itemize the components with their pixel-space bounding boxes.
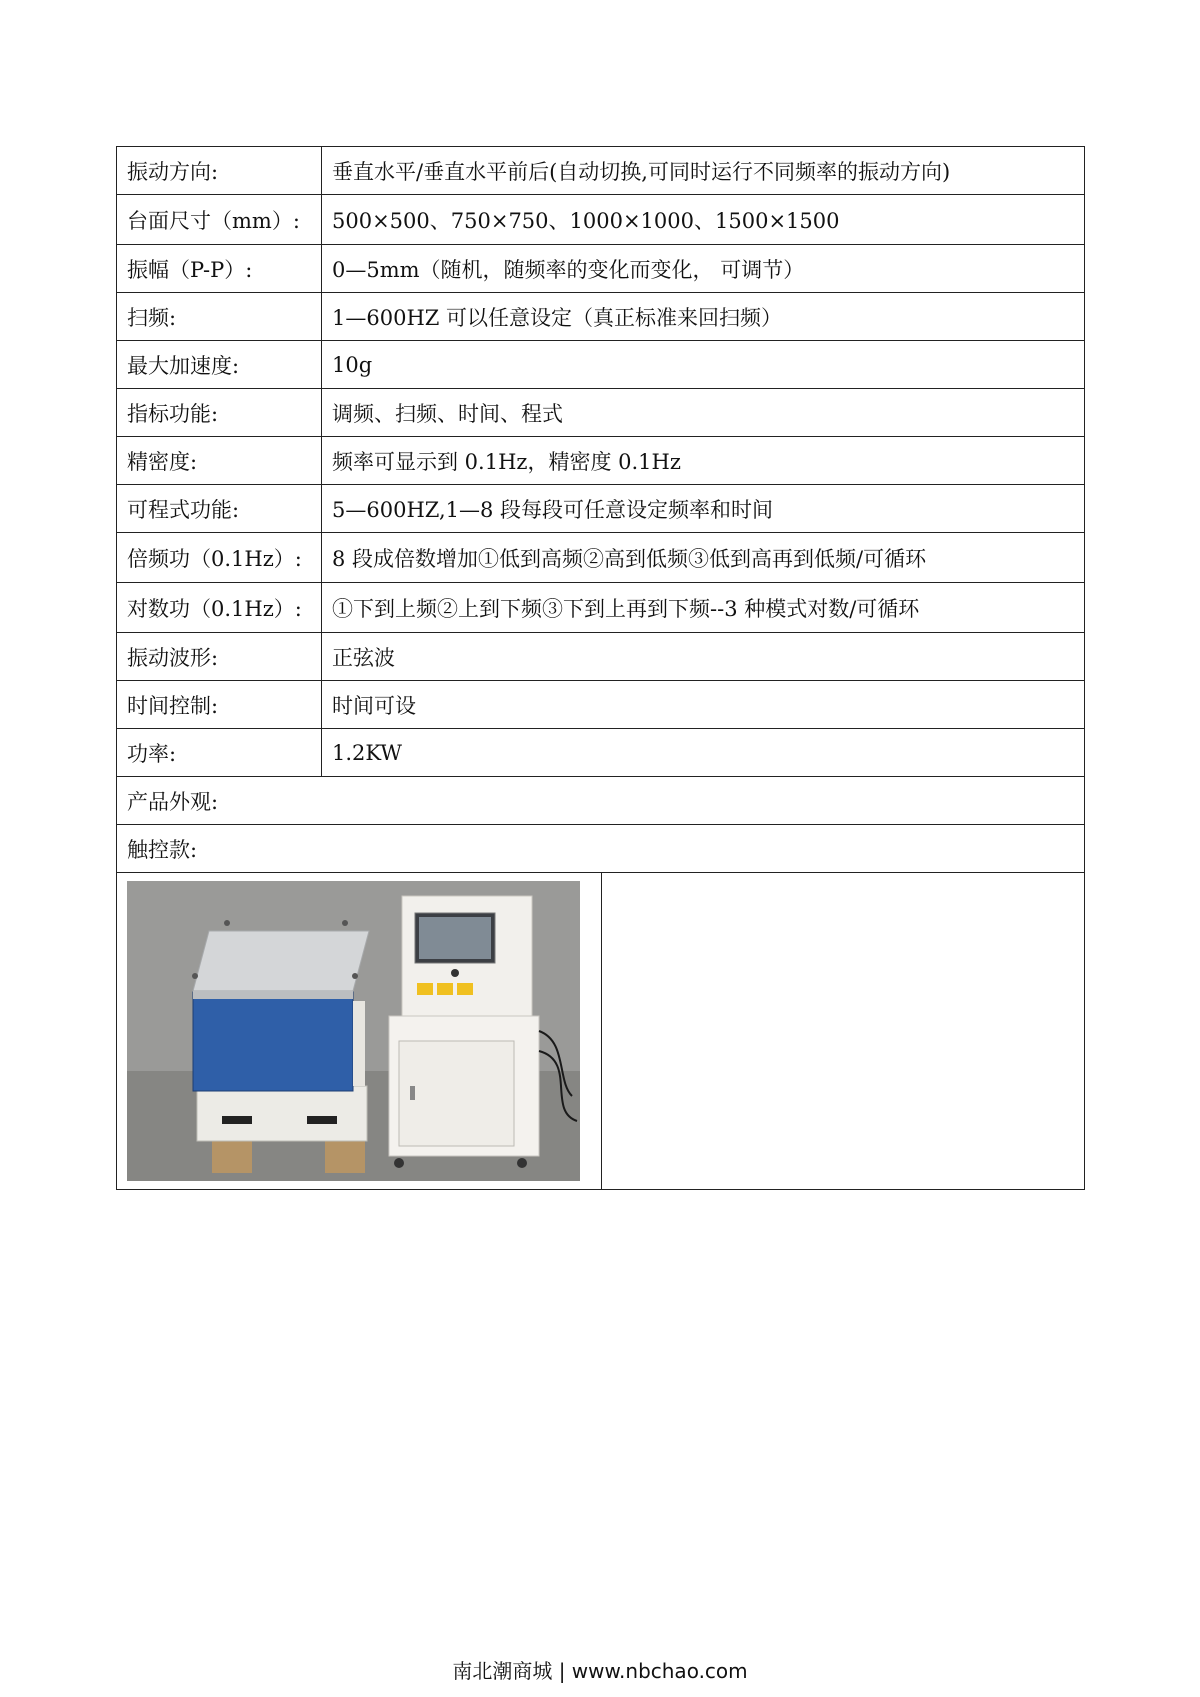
- product-photo-cell: [117, 873, 602, 1189]
- spec-value: 时间可设: [322, 681, 1085, 729]
- spec-label: 振动方向:: [117, 147, 322, 195]
- spec-row-waveform: [117, 633, 1085, 681]
- spec-value: 5—600HZ,1—8 段每段可任意设定频率和时间: [322, 485, 1085, 533]
- appearance-row: [117, 777, 1085, 825]
- spec-value: 8 段成倍数增加①低到高频②高到低频③低到高再到低频/可循环: [322, 533, 1085, 583]
- photo-row: [117, 873, 1085, 1190]
- spec-value: 频率可显示到 0.1Hz，精密度 0.1Hz: [322, 437, 1085, 485]
- spec-label: 时间控制:: [117, 681, 322, 729]
- spec-row-amplitude: [117, 245, 1085, 293]
- spec-value: 调频、扫频、时间、程式: [322, 389, 1085, 437]
- spec-table: [116, 146, 1085, 1190]
- appearance-label: 产品外观:: [117, 777, 1085, 825]
- touch-model-row: [117, 825, 1085, 873]
- spec-value: 500×500、750×750、1000×1000、1500×1500: [322, 195, 1085, 245]
- spec-label: 指标功能:: [117, 389, 322, 437]
- spec-label: 倍频功（0.1Hz）:: [117, 533, 322, 583]
- spec-row-log: [117, 583, 1085, 633]
- spec-row-direction: [117, 147, 1085, 195]
- product-photo: [127, 881, 580, 1181]
- spec-value: 1—600HZ 可以任意设定（真正标准来回扫频）: [322, 293, 1085, 341]
- spec-row-time-control: [117, 681, 1085, 729]
- spec-row-table-size: [117, 195, 1085, 245]
- spec-row-functions: [117, 389, 1085, 437]
- spec-label: 精密度:: [117, 437, 322, 485]
- vibration-tester-illustration: [127, 881, 580, 1181]
- empty-photo-cell: [602, 873, 1085, 1189]
- spec-label: 台面尺寸（mm）:: [117, 195, 322, 245]
- spec-row-octave: [117, 533, 1085, 583]
- spec-label: 功率:: [117, 729, 322, 777]
- spec-value: 正弦波: [322, 633, 1085, 681]
- spec-label: 对数功（0.1Hz）:: [117, 583, 322, 633]
- spec-row-precision: [117, 437, 1085, 485]
- spec-row-program: [117, 485, 1085, 533]
- spec-row-max-acceleration: [117, 341, 1085, 389]
- spec-label: 可程式功能:: [117, 485, 322, 533]
- spec-value: ①下到上频②上到下频③下到上再到下频--3 种模式对数/可循环: [322, 583, 1085, 633]
- spec-label: 振幅（P-P）:: [117, 245, 322, 293]
- footer-source: 南北潮商城 | www.nbchao.com: [452, 1659, 748, 1683]
- spec-row-sweep: [117, 293, 1085, 341]
- spec-value: 10g: [322, 341, 1085, 389]
- spec-value: 0—5mm（随机，随频率的变化而变化， 可调节）: [322, 245, 1085, 293]
- spec-value: 1.2KW: [322, 729, 1085, 777]
- spec-label: 振动波形:: [117, 633, 322, 681]
- spec-value: 垂直水平/垂直水平前后(自动切换,可同时运行不同频率的振动方向): [322, 147, 1085, 195]
- touch-model-label: 触控款:: [117, 825, 1085, 873]
- spec-label: 扫频:: [117, 293, 322, 341]
- spec-label: 最大加速度:: [117, 341, 322, 389]
- spec-row-power: [117, 729, 1085, 777]
